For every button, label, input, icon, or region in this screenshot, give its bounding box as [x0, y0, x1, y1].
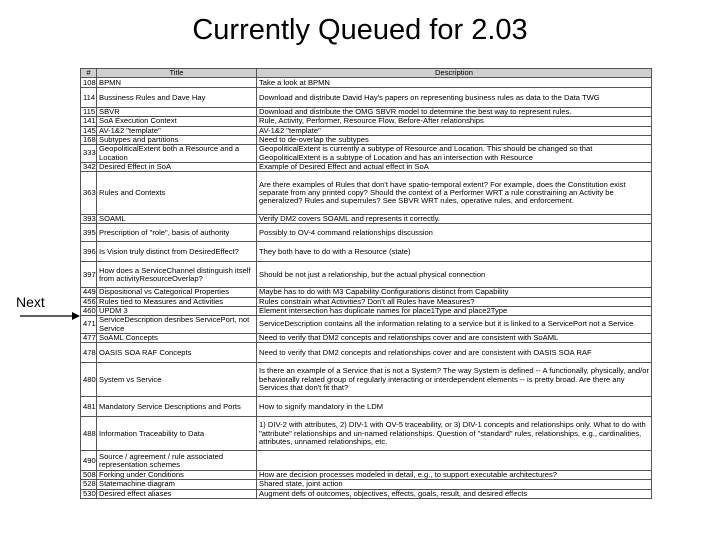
row-number: 115 [81, 108, 97, 117]
table-row [81, 215, 652, 224]
row-number: 449 [81, 288, 97, 297]
row-description: ServiceDescription contains all the information relating to a service but it is linked to a ServicePort not a Service [257, 316, 652, 334]
row-title: SOAML [97, 215, 257, 224]
table-row [81, 288, 652, 297]
table-row [81, 262, 652, 288]
row-description: How are decision processes modeled in detail, e.g., to support executable architectures? [257, 471, 652, 480]
row-description: Should be not just a relationship, but the actual physical connection [257, 262, 652, 288]
row-number: 114 [81, 88, 97, 108]
row-description: Maybe has to do with M3 Capability Configurations distinct from Capability [257, 288, 652, 297]
table-row [81, 145, 652, 163]
row-description: Verify DM2 covers SOAML and represents it correctly. [257, 215, 652, 224]
row-title: Mandatory Service Descriptions and Ports [97, 397, 257, 417]
table-row [81, 78, 652, 88]
row-number: 480 [81, 363, 97, 397]
row-number: 456 [81, 297, 97, 306]
row-title: ServiceDescription desribes ServicePort, not Service [97, 316, 257, 334]
row-description: Need to verify that DM2 concepts and relationships cover and are consistent with OASIS SOA RAF [257, 343, 652, 363]
row-description [257, 451, 652, 471]
row-title: Is Vision truly distinct from DesiredEffect? [97, 242, 257, 262]
row-description: Shared state, joint action [257, 480, 652, 489]
row-title: How does a ServiceChannel distinguish itself from activityResourceOverlap? [97, 262, 257, 288]
row-number: 342 [81, 163, 97, 172]
table-row [81, 108, 652, 117]
table-header-row [81, 69, 652, 78]
table-row [81, 471, 652, 480]
row-description: Augment defs of outcomes, objectives, effects, goals, result, and desired effects [257, 489, 652, 498]
row-description: Download and distribute the OMG SBVR model to determine the best way to represent rules. [257, 108, 652, 117]
row-description: Element intersection has duplicate names for place1Type and place2Type [257, 306, 652, 315]
row-title: Statemachine diagram [97, 480, 257, 489]
table-row [81, 297, 652, 306]
row-title: Desired effect aliases [97, 489, 257, 498]
row-number: 141 [81, 117, 97, 126]
table-row [81, 316, 652, 334]
row-number: 333 [81, 145, 97, 163]
table-row [81, 363, 652, 397]
row-description: Rules constrain what Activities? Don't all Rules have Measures? [257, 297, 652, 306]
row-description: How to signify mandatory in the LDM [257, 397, 652, 417]
row-number: 528 [81, 480, 97, 489]
row-number: 488 [81, 417, 97, 451]
row-title: Source / agreement / rule associated representation schemes [97, 451, 257, 471]
row-title: Subtypes and partitions [97, 135, 257, 144]
table-row [81, 334, 652, 343]
table-row [81, 417, 652, 451]
header-title: Title [97, 69, 257, 78]
row-description: Need to de-overlap the subtypes [257, 135, 652, 144]
row-description: GeopoliticalExtent is currently a subtype of Resource and Location. This should be changed so that GeopoliticalExtent is a subtype of Location and has an intersection with Resource [257, 145, 652, 163]
row-number: 393 [81, 215, 97, 224]
table-row [81, 135, 652, 144]
table-row [81, 117, 652, 126]
row-description: 1) DIV-2 with attributes, 2) DIV-1 with OV-5 traceability, or 3) DIV-1 concepts and relationships only. What to do with "attribute" relationships and un-named relationships. Question of "standard" rules, relationships, e.g., cardinalities, attributes, unnamed relationships, etc. [257, 417, 652, 451]
table-row [81, 397, 652, 417]
row-title: GeopoliticalExtent both a Resource and a Location [97, 145, 257, 163]
row-number: 508 [81, 471, 97, 480]
row-number: 396 [81, 242, 97, 262]
row-title: OASIS SOA RAF Concepts [97, 343, 257, 363]
row-description: Is there an example of a Service that is not a System? The way System is defined -- A functionally, physically, and/or behaviorally related group of regularly interacting or interdependent elements -- is pretty broad. Are there any Services that don't fit that? [257, 363, 652, 397]
row-number: 490 [81, 451, 97, 471]
row-description: Need to verify that DM2 concepts and relationships cover and are consistent with SoAML [257, 334, 652, 343]
row-number: 478 [81, 343, 97, 363]
row-description: They both have to do with a Resource (state) [257, 242, 652, 262]
table-row [81, 172, 652, 215]
table-row [81, 88, 652, 108]
row-number: 530 [81, 489, 97, 498]
next-arrow-icon [20, 311, 80, 321]
table-row [81, 163, 652, 172]
row-title: Information Traceability to Data [97, 417, 257, 451]
header-description: Description [257, 69, 652, 78]
row-title: Desired Effect in SoA [97, 163, 257, 172]
row-number: 395 [81, 224, 97, 242]
row-title: SBVR [97, 108, 257, 117]
slide-title: Currently Queued for 2.03 [192, 14, 528, 46]
row-title: SoAML Concepts [97, 334, 257, 343]
row-number: 460 [81, 306, 97, 315]
table-row [81, 480, 652, 489]
row-number: 363 [81, 172, 97, 215]
row-number: 168 [81, 135, 97, 144]
row-title: Rules and Contexts [97, 172, 257, 215]
row-title: BPMN [97, 78, 257, 88]
table-row [81, 451, 652, 471]
row-number: 108 [81, 78, 97, 88]
row-description: Take a look at BPMN [257, 78, 652, 88]
row-number: 477 [81, 334, 97, 343]
table-row [81, 224, 652, 242]
queue-table [80, 68, 652, 499]
row-number: 397 [81, 262, 97, 288]
row-number: 481 [81, 397, 97, 417]
row-number: 145 [81, 126, 97, 135]
row-title: AV-1&2 "template" [97, 126, 257, 135]
row-description: Are there examples of Rules that don't have spatio-temporal extent? For example, does the Constitution exist separate from any printed copy? Should the context of a Performer WRT a rule constraining an Activity be generalized? Rules and superrules? See SBVR WRT rules, operative rules, and enforcement. [257, 172, 652, 215]
row-number: 471 [81, 316, 97, 334]
row-title: Bussiness Rules and Dave Hay [97, 88, 257, 108]
row-title: System vs Service [97, 363, 257, 397]
row-description: Rule, Activity, Performer, Resource Flow, Before-After relationships [257, 117, 652, 126]
row-description: AV-1&2 "template" [257, 126, 652, 135]
row-title: Forking under Conditions [97, 471, 257, 480]
row-title: SoA Execution Context [97, 117, 257, 126]
header-number: # [81, 69, 97, 78]
row-title: Prescription of "role", basis of authority [97, 224, 257, 242]
table-row [81, 126, 652, 135]
next-label: Next [16, 294, 45, 310]
table-row [81, 489, 652, 498]
table-row [81, 242, 652, 262]
table-row [81, 306, 652, 315]
row-description: Possibly to OV-4 command relationships discussion [257, 224, 652, 242]
row-title: UPDM 3 [97, 306, 257, 315]
row-title: Rules tied to Measures and Activities [97, 297, 257, 306]
row-title: Dispositional vs Categorical Properties [97, 288, 257, 297]
row-description: Download and distribute David Hay's papers on representing business rules as data to the Data TWG [257, 88, 652, 108]
row-description: Example of Desired Effect and actual effect in SoA [257, 163, 652, 172]
table-row [81, 343, 652, 363]
